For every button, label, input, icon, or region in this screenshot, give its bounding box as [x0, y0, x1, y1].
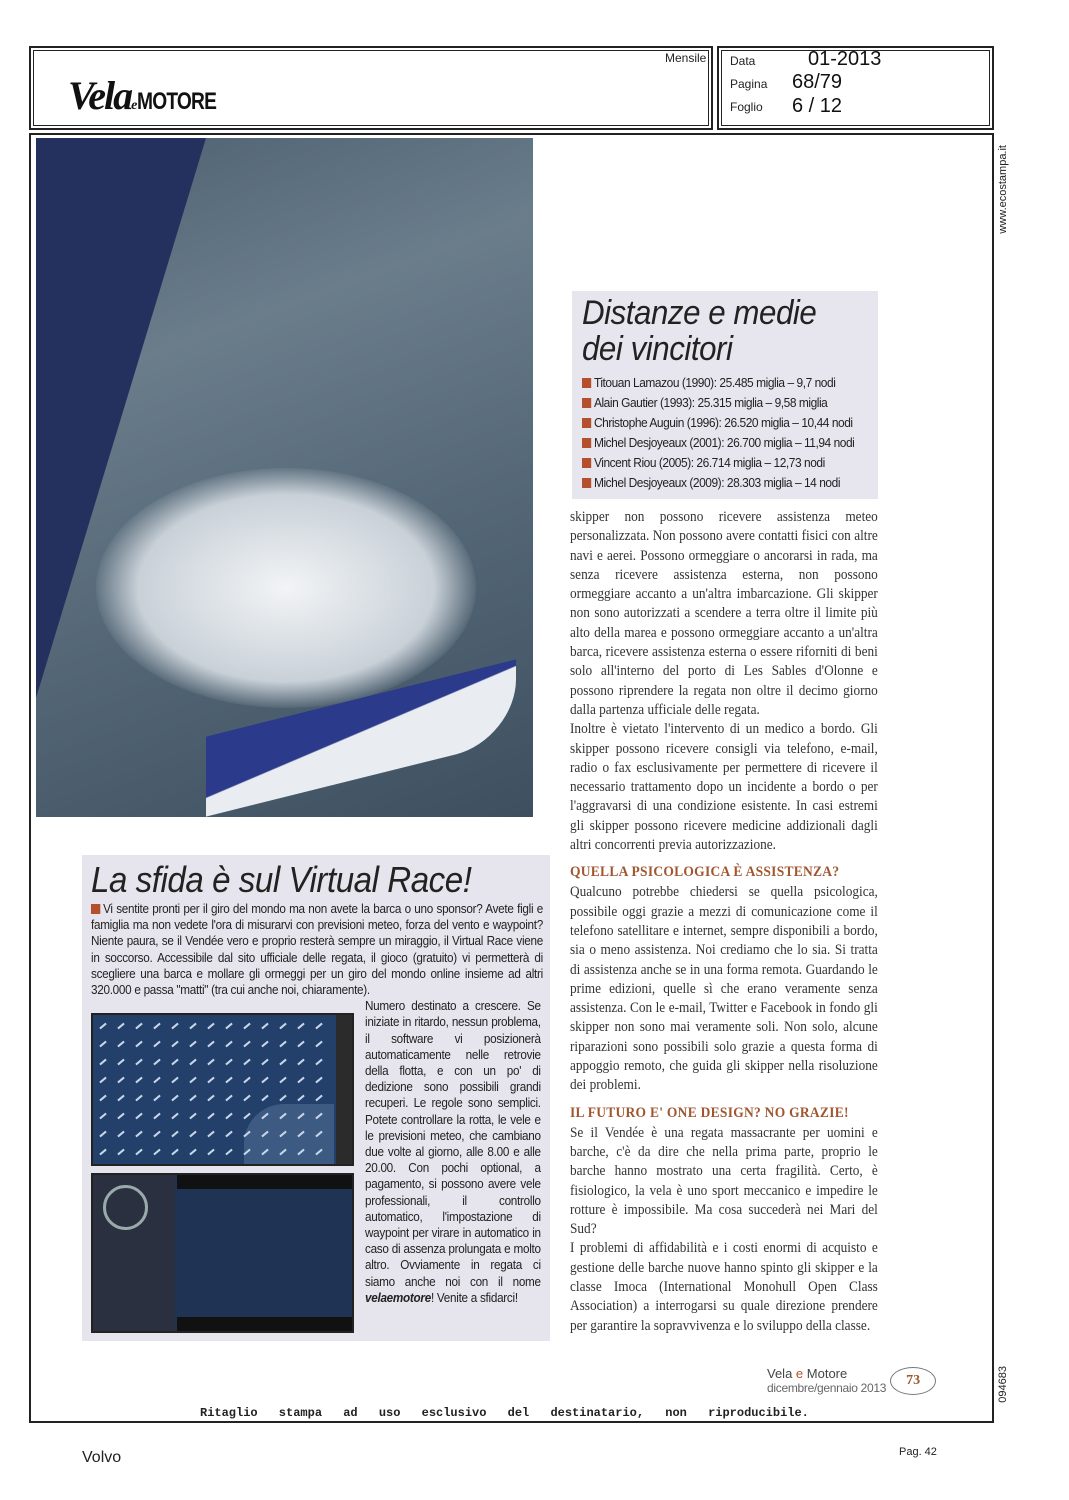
article-paragraph: Se il Vendée è una regata massacrante per uomini e barche, c'è da dire che nella prima parte, proprio le barche hanno mostrato una certa fragilità. Certo, è fisiologico, la vela è uno sport meccanico e impedire le rotture è impossibile. Ma cosa succederà nei Mari del Sud? [570, 1124, 878, 1238]
foglio-value: 6 / 12 [792, 95, 843, 117]
wind-arrow-icon [135, 1095, 142, 1102]
wind-arrow-icon [207, 1149, 214, 1156]
wind-arrow-icon [207, 1131, 214, 1138]
pagina-value: 68/79 [792, 71, 843, 93]
article-paragraph: Qualcuno potrebbe chiedersi se quella psicologica, possibile oggi grazie a mezzi di comunicazione come il telefono satellitare e internet, sempre disponibili a bordo, sia o meno assistenza. Noi crediamo che lo sia. Si tratta di assistenza anche se in una forma remota. Guardando le prime edizioni, quelle sì che erano veramente senza assistenza. Con le e-mail, Twitter e Facebook in fondo gli skipper non sono mai veramente soli. Non solo, alcune riparazioni sono possibili solo grazie a questa forma di appoggio remoto, che guida gli skipper nella risoluzione dei problemi. [570, 884, 878, 1094]
wind-arrow-icon [261, 1059, 268, 1066]
foglio-label: Foglio [730, 100, 763, 114]
virtual-race-box [82, 855, 550, 1341]
wind-arrow-icon [279, 1041, 286, 1048]
magazine-logo: VelaeMOTORE [68, 73, 217, 118]
virtual-race-column: Numero destinato a crescere. Se iniziate in ritardo, nessun problema, il software vi posizionerà automaticamente nelle retrovie della flotta, e con un po' di dedizione sono possibili grandi recuperi. Le regole sono semplici. Potete controllare la rotta, le vele e le previsioni meteo, che cambiano due volte al giorno, alle 8.00 e alle 20.00. Con pochi optional, a pagamento, si possono avere vele professionali, il controllo automatico, l'impostazione di waypoint per virare in automatico in caso di assenza prolungata e molto altro. Ovviamente in regata ci siamo anche noi con il nome velaemotore! Venite a sfidarci! [365, 999, 541, 1305]
wind-arrow-icon [261, 1023, 268, 1030]
article-paragraph: I problemi di affidabilità e i costi enormi di acquisto e gestione delle barche nuove hanno spinto gli skipper e la classe Imoca (International Monohull Open Class Association) a interrogarsi su quale direzione prendere per garantire la sopravvivenza e lo sviluppo della classe. [570, 1240, 878, 1334]
wind-arrow-icon [99, 1149, 106, 1156]
wind-arrow-icon [135, 1059, 142, 1066]
wind-arrow-icon [261, 1041, 268, 1048]
wind-arrow-icon [297, 1041, 304, 1048]
wind-arrow-icon [171, 1059, 178, 1066]
side-code: 094683 [997, 1366, 1009, 1403]
article-paragraph: skipper non possono ricevere assistenza meteo personalizzata. Non possono avere contatti fisici con altre navi e aerei. Possono ormeggiare o ancorarsi in rada, ma senza ricevere assistenza esterna, non possono ormeggiare accanto a un'altra imbarcazione. Gli skipper non sono autorizzati a scendere a terra oltre il limite più alto della marea e possono ormeggiare accanto a un'altra barca, ricevere assistenza esterna o essere riforniti di beni solo all'interno del porto di Les Sables d'Olonne e possono riprendere la regata non oltre il decimo giorno dalla partenza ufficiale delle regata. [570, 509, 878, 718]
game-bottom-bar [177, 1317, 352, 1331]
wind-arrow-icon [225, 1149, 232, 1156]
wind-arrow-icon [207, 1059, 214, 1066]
winner-item: Christophe Auguin (1996): 26.520 miglia – 10,44 nodi [582, 413, 867, 433]
wind-arrow-icon [135, 1023, 142, 1030]
wind-arrow-icon [117, 1059, 124, 1066]
wind-arrow-icon [225, 1095, 232, 1102]
wind-arrow-icon [243, 1095, 250, 1102]
winner-item: Michel Desjoyeaux (2009): 28.303 miglia – 14 nodi [582, 473, 867, 493]
winner-item: Vincent Riou (2005): 26.714 miglia – 12,73 nodi [582, 453, 867, 473]
wind-arrow-icon [189, 1077, 196, 1084]
game-top-bar [177, 1175, 352, 1189]
virtual-race-row [91, 998, 541, 1333]
virtual-race-screenshots [91, 998, 354, 1333]
wind-arrow-icon [117, 1095, 124, 1102]
wind-arrow-icon [117, 1113, 124, 1120]
periodicity: Mensile [665, 51, 707, 65]
article-subheading: QUELLA PSICOLOGICA È ASSISTENZA? [570, 864, 840, 881]
virtual-race-intro: Vi sentite pronti per il giro del mondo ma non avete la barca o uno sponsor? Avete figli e famiglia ma non vedete l'ora di misurarvi con previsioni meteo, forza del vento e waypoint? Niente paura, se il Vendée vero e proprio resterà sempre un miraggio, il Virtual Race viene in soccorso. Accessibile dal sito ufficiale delle regata, il gioco (gratuito) vi permetterà di scegliere una barca e mollare gli ormeggi per un giro del mondo online insieme ad altri 320.000 e passa "matti" (tra cui anche noi, chiaramente). [91, 902, 543, 998]
wind-arrow-icon [171, 1077, 178, 1084]
wind-arrow-icon [261, 1077, 268, 1084]
winner-item: Alain Gautier (1993): 25.315 miglia – 9,58 miglia [582, 393, 867, 413]
wind-arrow-icon [135, 1131, 142, 1138]
winners-title: Distanze e medie dei vincitori [582, 294, 817, 368]
wind-arrow-icon [225, 1077, 232, 1084]
folio-issue: dicembre/gennaio 2013 [767, 1381, 887, 1395]
winners-box [572, 291, 878, 499]
virtual-race-title: La sfida è sul Virtual Race! [91, 859, 472, 900]
wind-arrow-icon [117, 1149, 124, 1156]
side-url: www.ecostampa.it [997, 145, 1009, 234]
compass-icon [103, 1185, 148, 1230]
client-name: Volvo [82, 1449, 122, 1466]
article-subheading: IL FUTURO E' ONE DESIGN? NO GRAZIE! [570, 1104, 849, 1121]
virtual-race-intro-wrap [91, 901, 541, 998]
wind-arrow-icon [171, 1131, 178, 1138]
wind-arrow-icon [153, 1041, 160, 1048]
winner-item: Michel Desjoyeaux (2001): 26.700 miglia – 11,94 nodi [582, 433, 867, 453]
game-control-panel [93, 1175, 175, 1331]
article-column [570, 508, 878, 1336]
data-label: Data [730, 54, 756, 68]
wind-arrow-icon [297, 1077, 304, 1084]
wind-arrow-icon [225, 1041, 232, 1048]
wind-arrow-icon [153, 1023, 160, 1030]
wind-arrow-icon [315, 1077, 322, 1084]
wind-arrow-icon [297, 1023, 304, 1030]
wind-arrow-icon [189, 1149, 196, 1156]
wind-arrow-icon [207, 1041, 214, 1048]
article-paragraph: Inoltre è vietato l'intervento di un medico a bordo. Gli skipper possono ricevere consigli via telefono, e-mail, radio o fax esclusivamente per permettere di ricevere il necessario trattamento dopo un incidente a bordo o per l'aggravarsi di una condizione esistente. In casi estremi gli skipper possono ricevere medicine addizionali dagli altri concorrenti previa autorizzazione. [570, 721, 878, 854]
virtual-race-column-wrap [365, 998, 554, 1333]
wind-arrow-icon [99, 1131, 106, 1138]
folio [767, 1366, 936, 1395]
wind-arrow-icon [153, 1131, 160, 1138]
wind-arrow-icon [315, 1095, 322, 1102]
wind-arrow-icon [243, 1041, 250, 1048]
wind-arrow-icon [189, 1113, 196, 1120]
wind-arrow-icon [99, 1113, 106, 1120]
wind-arrow-icon [243, 1077, 250, 1084]
wind-arrow-icon [135, 1113, 142, 1120]
wind-arrow-icon [153, 1059, 160, 1066]
wind-arrow-icon [171, 1023, 178, 1030]
wind-arrow-icon [189, 1131, 196, 1138]
wind-arrow-icon [171, 1113, 178, 1120]
winners-list [582, 373, 867, 493]
wind-arrow-icon [243, 1113, 250, 1120]
wind-arrow-icon [99, 1059, 106, 1066]
wind-arrow-icon [279, 1095, 286, 1102]
game-toolbar [336, 1015, 352, 1164]
wind-arrow-icon [315, 1059, 322, 1066]
wind-arrow-icon [261, 1095, 268, 1102]
wind-arrow-icon [153, 1113, 160, 1120]
wind-arrow-icon [189, 1059, 196, 1066]
wind-arrow-icon [279, 1077, 286, 1084]
spray-shape [96, 468, 476, 708]
wind-arrow-icon [117, 1131, 124, 1138]
footer-page: Pag. 42 [899, 1446, 937, 1458]
wind-arrow-icon [297, 1095, 304, 1102]
wind-arrow-icon [171, 1095, 178, 1102]
wind-arrow-icon [279, 1059, 286, 1066]
wind-arrow-icon [297, 1059, 304, 1066]
wind-arrow-icon [117, 1077, 124, 1084]
wind-arrow-icon [99, 1095, 106, 1102]
folio-magazine: Vela e Motore [767, 1366, 848, 1381]
wind-arrow-icon [315, 1023, 322, 1030]
wind-arrow-icon [207, 1113, 214, 1120]
wind-arrow-icon [135, 1149, 142, 1156]
wind-arrow-icon [135, 1041, 142, 1048]
wind-arrow-icon [189, 1095, 196, 1102]
wind-arrow-icon [99, 1023, 106, 1030]
pagina-label: Pagina [730, 77, 768, 91]
wind-arrow-icon [99, 1077, 106, 1084]
wind-arrow-icon [225, 1131, 232, 1138]
wind-arrow-icon [225, 1059, 232, 1066]
wind-arrow-icon [225, 1113, 232, 1120]
wind-arrow-icon [207, 1077, 214, 1084]
wind-arrow-icon [225, 1023, 232, 1030]
wind-arrow-icon [207, 1095, 214, 1102]
winner-item: Titouan Lamazou (1990): 25.485 miglia – 9,7 nodi [582, 373, 867, 393]
wind-arrow-icon [153, 1095, 160, 1102]
wind-arrow-icon [315, 1041, 322, 1048]
game-controls-screenshot [91, 1173, 354, 1333]
page-number: 73 [890, 1367, 936, 1395]
reproduction-notice: Ritaglio stampa ad uso esclusivo del destinatario, non riproducibile. [200, 1406, 809, 1420]
folio-text [767, 1366, 886, 1395]
wind-arrow-icon [243, 1023, 250, 1030]
wind-arrow-icon [189, 1041, 196, 1048]
wind-arrow-icon [153, 1149, 160, 1156]
wind-arrow-icon [153, 1077, 160, 1084]
wind-arrow-icon [189, 1023, 196, 1030]
wind-arrow-icon [207, 1023, 214, 1030]
wind-arrow-icon [135, 1077, 142, 1084]
wind-arrow-icon [243, 1059, 250, 1066]
wind-arrow-icon [117, 1023, 124, 1030]
wind-arrow-icon [99, 1041, 106, 1048]
wind-arrow-icon [117, 1041, 124, 1048]
sailing-boat-photo [36, 138, 533, 817]
game-map-screenshot [91, 1013, 354, 1166]
wind-arrow-icon [171, 1149, 178, 1156]
wind-arrow-icon [171, 1041, 178, 1048]
wind-arrow-icon [279, 1023, 286, 1030]
data-value: 01-2013 [808, 48, 882, 70]
